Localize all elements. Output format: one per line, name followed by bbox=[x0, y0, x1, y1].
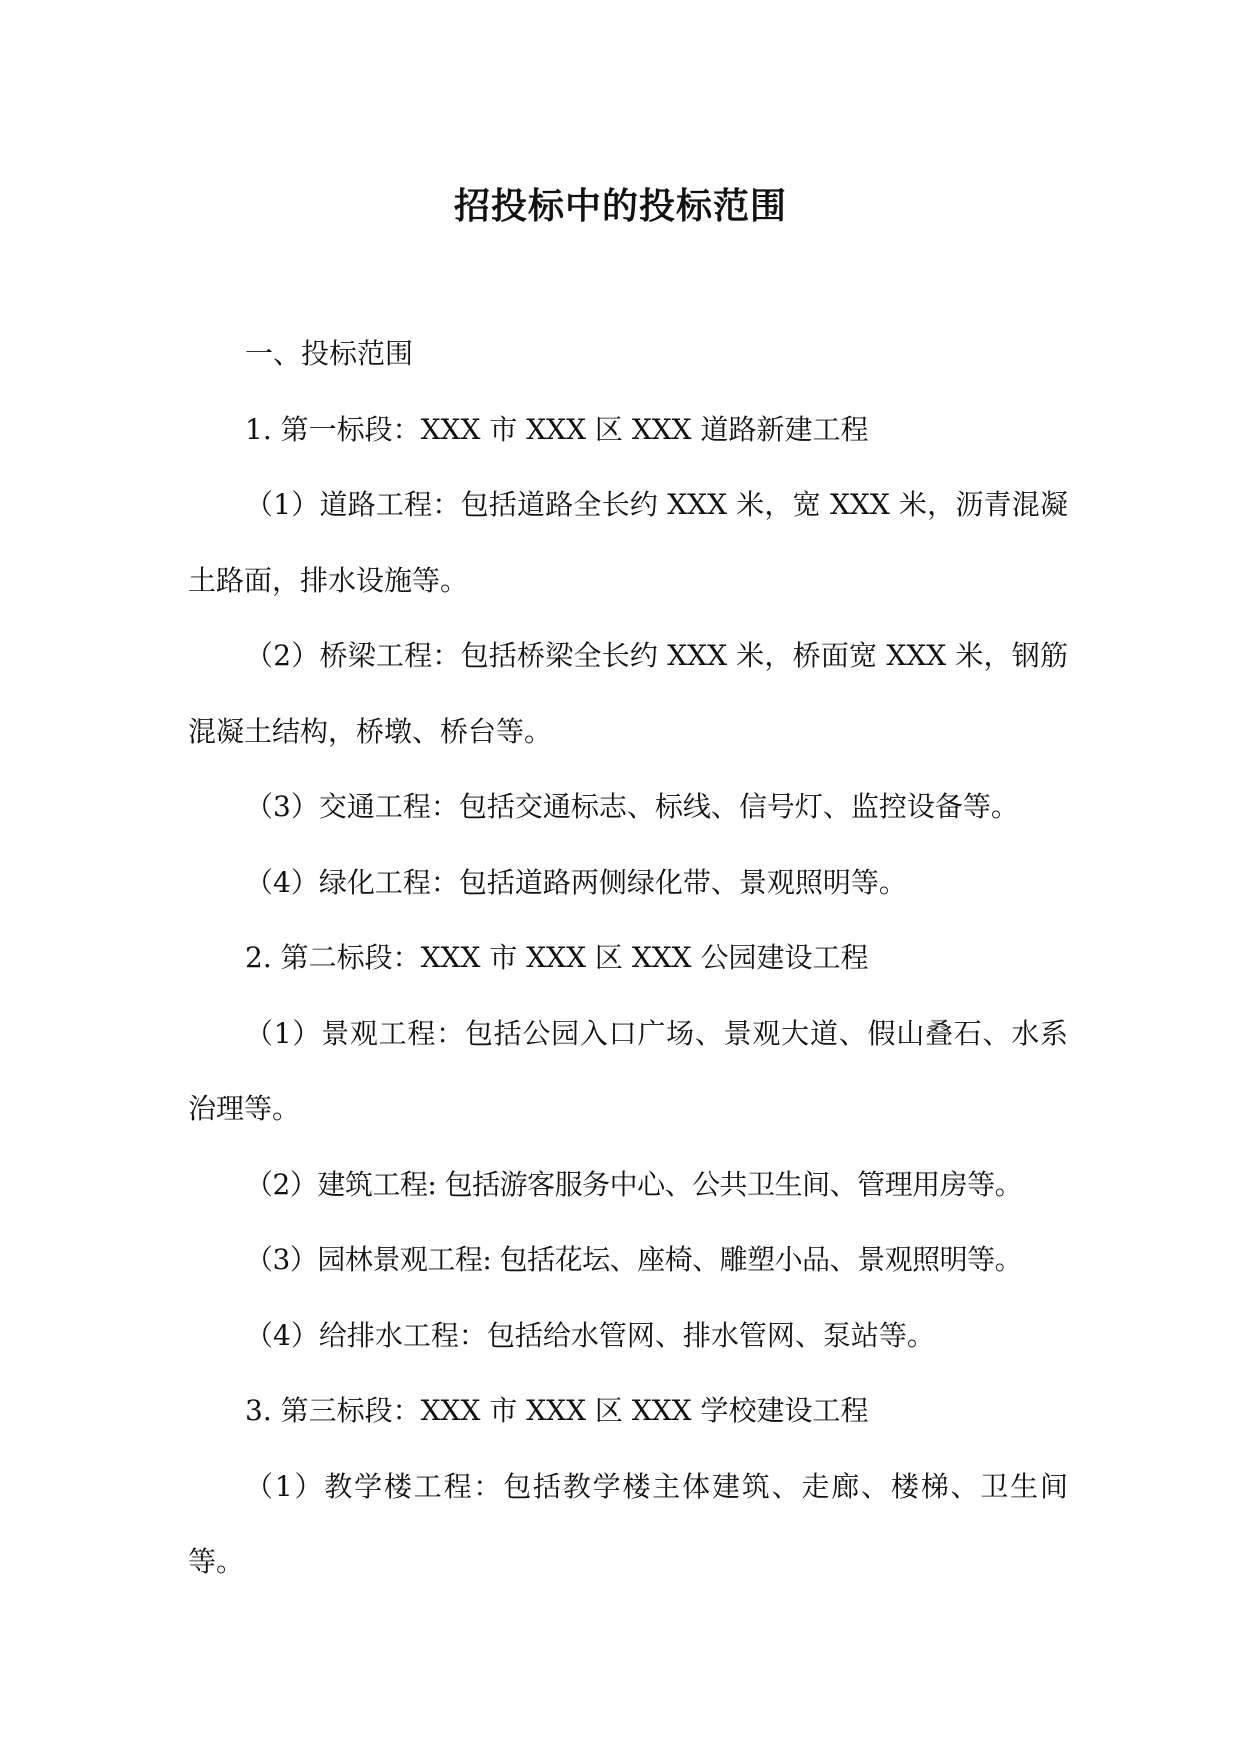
lot2-item-3: （3）园林景观工程: 包括花坛、座椅、雕塑小品、景观照明等。 bbox=[245, 1243, 1023, 1276]
lot-heading-2: 2. 第二标段：XXX 市 XXX 区 XXX 公园建设工程 bbox=[245, 941, 869, 974]
lot2-item-4: （4）给排水工程：包括给水管网、排水管网、泵站等。 bbox=[245, 1318, 935, 1352]
lot-heading-1: 1. 第一标段：XXX 市 XXX 区 XXX 道路新建工程 bbox=[245, 412, 869, 446]
lot1-item-3: （3）交通工程：包括交通标志、标线、信号灯、监控设备等。 bbox=[245, 790, 1019, 823]
lot3-item-1: （1）教学楼工程：包括教学楼主体建筑、走廊、楼梯、卫生间等。 bbox=[188, 1469, 1068, 1578]
document-body bbox=[188, 316, 1068, 1600]
lot2-item-1: （1）景观工程：包括公园入口广场、景观大道、假山叠石、水系治理等。 bbox=[188, 1016, 1068, 1125]
document-title: 招投标中的投标范围 bbox=[453, 186, 787, 227]
lot1-item-4: （4）绿化工程：包括道路两侧绿化带、景观照明等。 bbox=[245, 865, 907, 899]
lot-heading-3: 3. 第三标段：XXX 市 XXX 区 XXX 学校建设工程 bbox=[245, 1394, 869, 1427]
lot1-item-1: （1）道路工程：包括道路全长约 XXX 米，宽 XXX 米，沥青混凝土路面，排水设施等。 bbox=[188, 488, 1068, 597]
lot2-item-2: （2）建筑工程: 包括游客服务中心、公共卫生间、管理用房等。 bbox=[245, 1167, 1023, 1201]
section-heading: 一、投标范围 bbox=[245, 337, 414, 370]
lot1-item-2: （2）桥梁工程：包括桥梁全长约 XXX 米，桥面宽 XXX 米，钢筋混凝土结构，桥墩、桥台等。 bbox=[188, 639, 1068, 748]
